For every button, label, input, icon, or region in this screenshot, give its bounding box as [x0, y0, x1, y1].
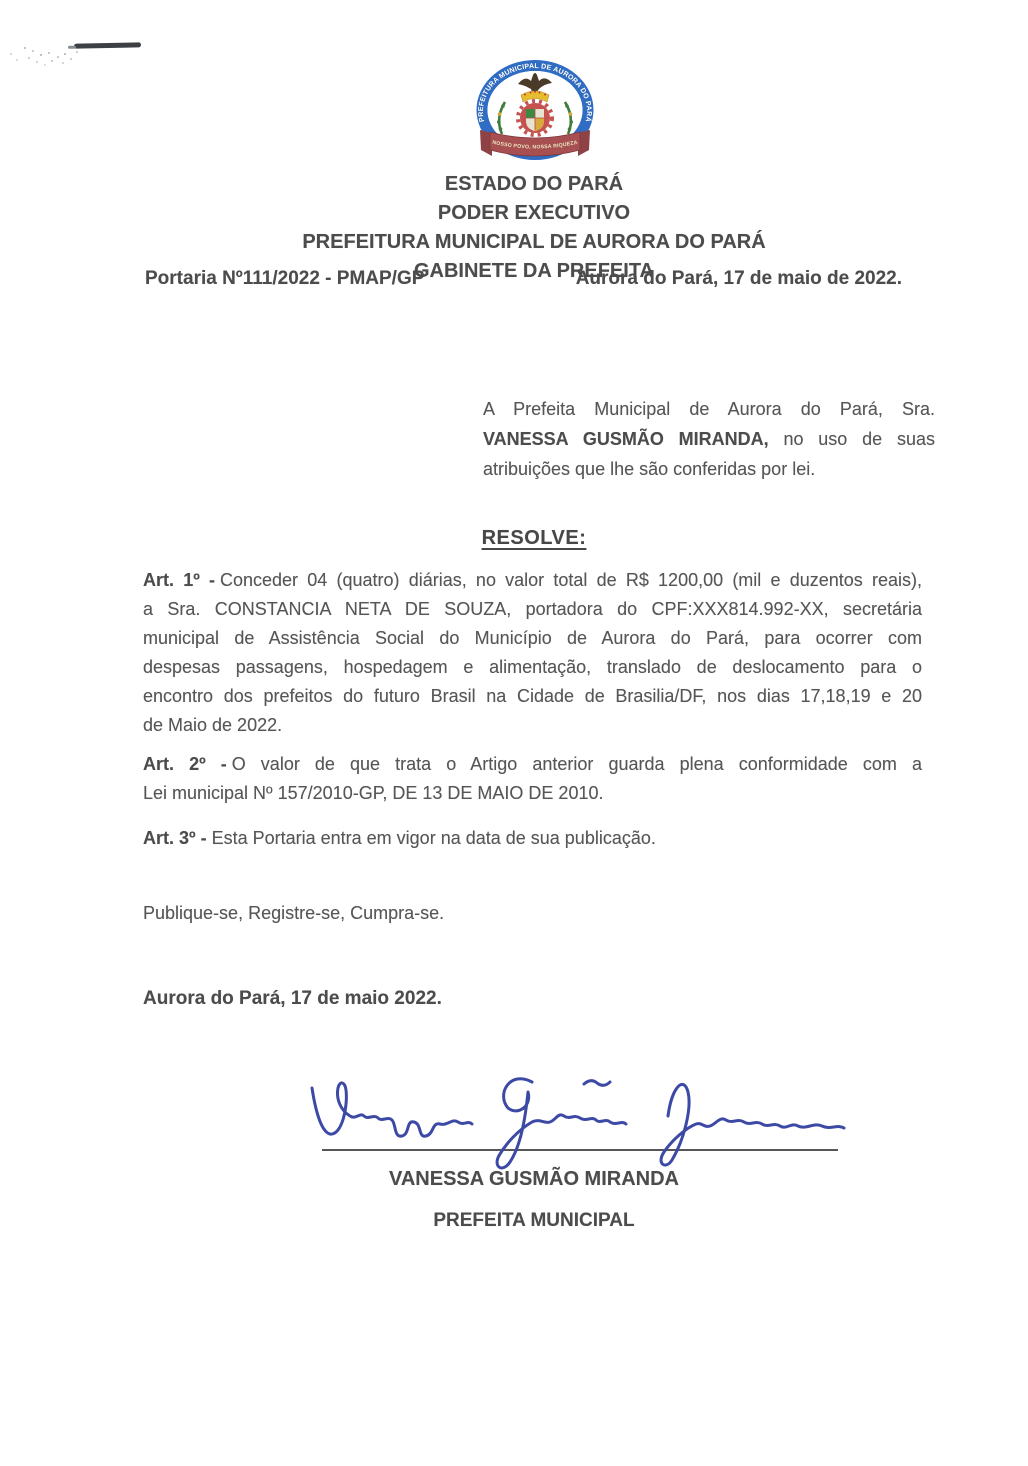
- article-1: Art. 1º - Conceder 04 (quatro) diárias, no valor total de R$ 1200,00 (mil e duzentos reais), a Sra. CONSTANCIA NETA DE SOUZA, portadora do CPF:XXX814.992-XX, secretária municipal de Assistência Social do Município de Aurora do Pará, para ocorrer com despesas passagens, hospedagem e alimentação, translado de deslocamento para o encontro dos prefeitos do futuro Brasil na Cidade de Brasilia/DF, nos dias 17,18,19 e 20 de Maio de 2022.: [143, 570, 922, 735]
- publish-line: Publique-se, Registre-se, Cumpra-se.: [143, 903, 445, 923]
- municipal-seal-logo: [464, 60, 606, 168]
- header-line-prefeitura: PREFEITURA MUNICIPAL DE AURORA DO PARÁ: [302, 231, 766, 253]
- signatory-title: PREFEITA MUNICIPAL: [433, 1210, 635, 1231]
- intro-paragraph: [483, 394, 935, 484]
- resolve-heading-row: [20, 527, 1028, 550]
- seal-banner-text: NOSSO POVO, NOSSA RIQUEZA: [491, 139, 579, 151]
- seal-ring-text: PREFEITURA MUNICIPAL DE AURORA DO PARÁ: [477, 62, 593, 123]
- intro-line-1: A Prefeita Municipal de Aurora do Pará, Sra.: [483, 399, 935, 419]
- intro-line-2: VANESSA GUSMÃO MIRANDA, no uso de suas: [483, 429, 935, 449]
- intro-line-3: atribuições que lhe são conferidas por lei.: [483, 459, 816, 479]
- articles-section: [143, 566, 922, 853]
- signature-ink: [312, 1079, 844, 1168]
- portaria-number: Portaria Nº111/2022 - PMAP/GP: [145, 268, 425, 289]
- document-date: Aurora do Pará, 17 de maio de 2022.: [575, 268, 902, 289]
- header-line-branch: PODER EXECUTIVO: [437, 202, 631, 224]
- scan-artifact-speckle: [24, 47, 26, 49]
- resolve-heading: RESOLVE:: [481, 527, 587, 549]
- article-2: Art. 2º - O valor de que trata o Artigo anterior guarda plena conformidade com a Lei municipal Nº 157/2010-GP, DE 13 DE MAIO DE 2010.: [143, 754, 922, 803]
- scan-artifact-line: [74, 42, 141, 48]
- signature-image: [300, 1066, 860, 1174]
- article-2-label: Art. 2º -: [143, 754, 227, 774]
- header-line-gabinete: GABINETE DA PREFEITA: [413, 260, 654, 282]
- signatory-name: VANESSA GUSMÃO MIRANDA: [388, 1168, 679, 1190]
- article-1-label: Art. 1º -: [143, 570, 215, 590]
- article-3-label: Art. 3º -: [143, 828, 207, 848]
- prefeita-name-bold: VANESSA GUSMÃO MIRANDA,: [483, 429, 769, 449]
- article-3: Art. 3º - Esta Portaria entra em vigor na data de sua publicação.: [143, 828, 656, 848]
- portaria-row: [145, 268, 902, 290]
- header-line-state: ESTADO DO PARÁ: [444, 173, 624, 195]
- closing-date: Aurora do Pará, 17 de maio 2022.: [143, 988, 442, 1009]
